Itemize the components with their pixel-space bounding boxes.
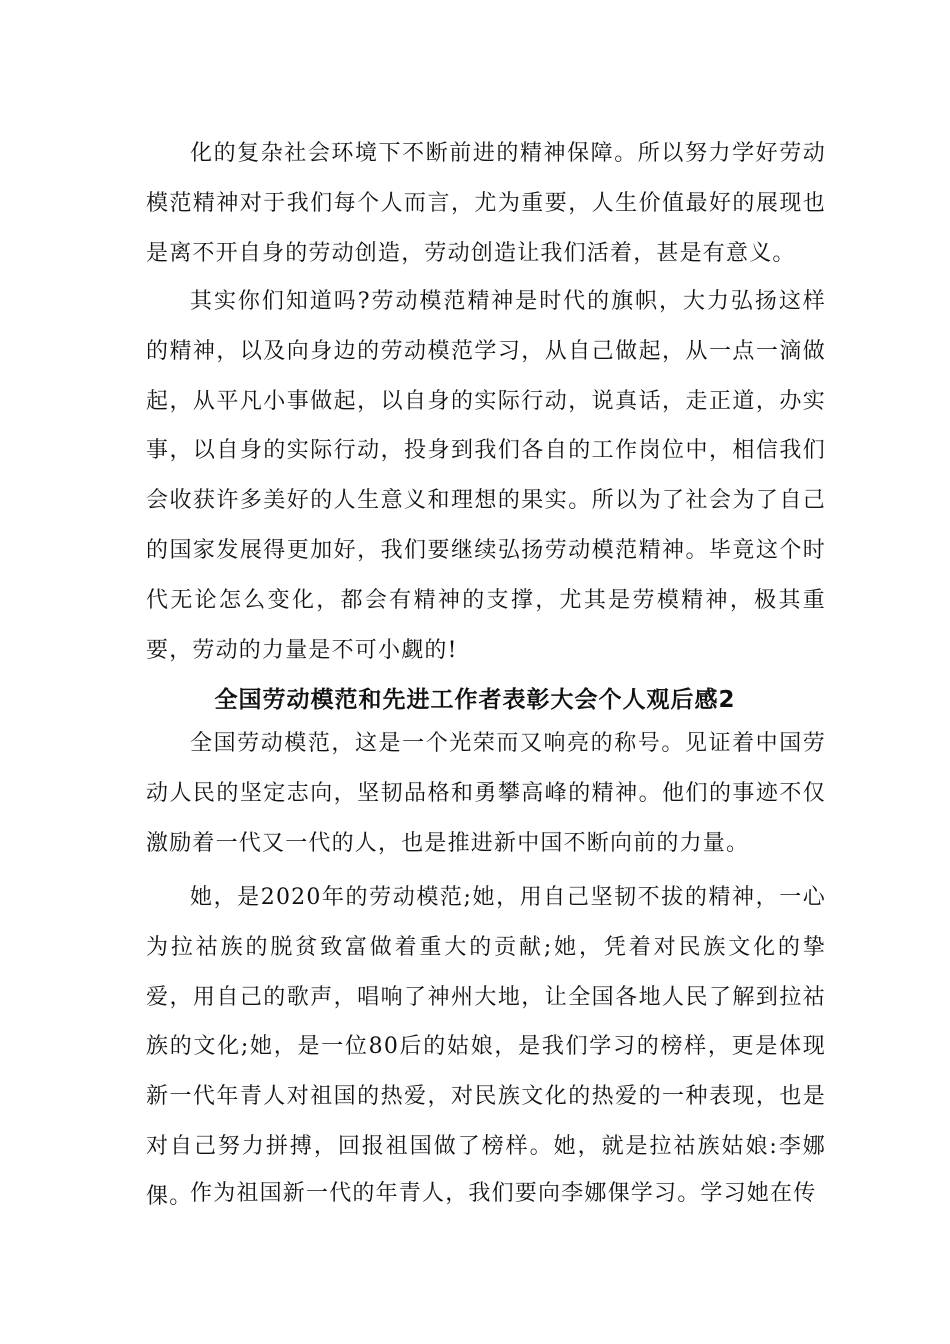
body-paragraph: 其实你们知道吗?劳动模范精神是时代的旗帜，大力弘扬这样的精神，以及向身边的劳动模范学习，从自己做起，从一点一滴做起，从平凡小事做起，以自身的实际行动，说真话，走正道，办实事，以自身的实际行动，投身到我们各自的工作岗位中，相信我们会收获许多美好的人生意义和理想的果实。所以为了社会为了自己的国家发展得更加好，我们要继续弘扬劳动模范精神。毕竟这个时代无论怎么变化，都会有精神的支撑，尤其是劳模精神，极其重要，劳动的力量是不可小觑的! xyxy=(146,289,826,663)
body-paragraph: 化的复杂社会环境下不断前进的精神保障。所以努力学好劳动模范精神对于我们每个人而言，尤为重要，人生价值最好的展现也是离不开自身的劳动创造，劳动创造让我们活着，甚是有意义。 xyxy=(146,141,826,266)
body-paragraph: 作为祖国新一代的年青人，我们要向李娜倮学习。学习她在传 xyxy=(190,1181,817,1206)
body-paragraph: 全国劳动模范，这是一个光荣而又响亮的称号。见证着中国劳动人民的坚定志向，坚韧品格和勇攀高峰的精神。他们的事迹不仅激励着一代又一代的人，也是推进新中国不断向前的力量。 xyxy=(146,731,826,856)
section-title: 全国劳动模范和先进工作者表彰大会个人观后感2 xyxy=(214,687,736,713)
body-paragraph: 她，是2020年的劳动模范;她，用自己坚韧不拔的精神，一心为拉祜族的脱贫致富做着重大的贡献;她，凭着对民族文化的挚爱，用自己的歌声，唱响了神州大地，让全国各地人民了解到拉祜族的文化;她，是一位80后的姑娘，是我们学习的榜样，更是体现新一代年青人对祖国的热爱，对民族文化的热爱的一种表现，也是对自己努力拼搏，回报祖国做了榜样。她，就是拉祜族姑娘:李娜倮。 xyxy=(146,885,826,1209)
